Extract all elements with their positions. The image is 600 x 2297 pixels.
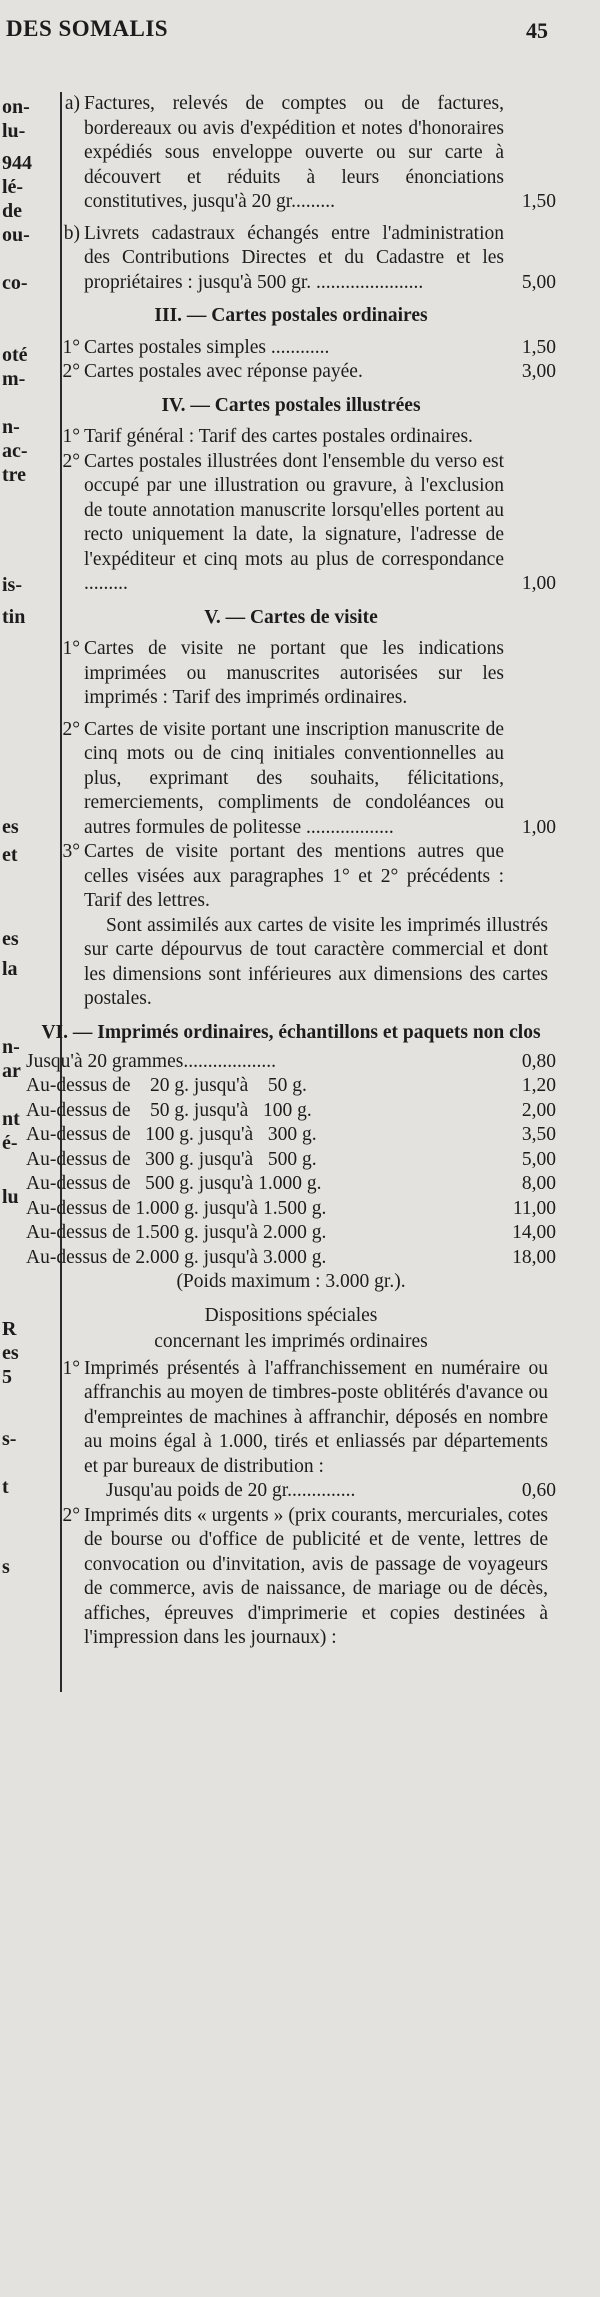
- section-heading: V. — Cartes de visite: [204, 606, 378, 628]
- item-text: Imprimés présentés à l'affranchissement en numéraire ou affranchis au moyen de timbres-poste oblitérés d'avance ou d'empreintes de machines à affranchir, déposés en nombre au moins égal à 1.000, tirés et enliassés par départements et par bureaux de distribution :: [84, 1357, 548, 1477]
- item-text: Tarif général : Tarif des cartes postales ordinaires.: [84, 426, 473, 447]
- tariff-row: [26, 1050, 556, 1075]
- margin-fragment: lu-: [2, 120, 26, 142]
- tariff-item: [26, 840, 556, 914]
- tariff-item: [26, 1357, 556, 1480]
- item-marker: 2°: [62, 450, 80, 472]
- weight-price: 1,20: [521, 1075, 556, 1096]
- item-text: Cartes de visite portant des mentions autres que celles visées aux paragraphes 1° et 2° précédents : Tarif des lettres.: [84, 841, 504, 911]
- item-text: Factures, relevés de comptes ou de factures, bordereaux ou avis d'expédition et notes d'honoraires expédiés sous enveloppe ouverte ou sur carte à découvert et réduits à leurs énonciations constitutives, jusqu'à 20 gr.........: [84, 93, 504, 212]
- tariff-item: [26, 92, 556, 215]
- margin-fragment: lu: [2, 1186, 19, 1208]
- item-marker: 1°: [62, 1357, 80, 1379]
- weight-price: 11,00: [512, 1197, 556, 1219]
- weight-range: Au-dessus de 1.500 g. jusqu'à 2.000 g.: [26, 1222, 327, 1243]
- item-text: Livrets cadastraux échangés entre l'administration des Contributions Directes et du Cadastre et les propriétaires : jusqu'à 500 gr. ......................: [84, 222, 504, 293]
- item-price: 1,00: [521, 573, 556, 594]
- margin-fragment: n-: [2, 416, 20, 438]
- tariff-row: [26, 1221, 556, 1246]
- margin-fragment: es: [2, 928, 19, 950]
- item-price: 0,60: [521, 1480, 556, 1501]
- margin-fragment: es: [2, 1342, 19, 1364]
- tariff-row: [26, 1074, 556, 1099]
- margin-fragment: la: [2, 958, 18, 980]
- margin-fragment: co-: [2, 272, 28, 294]
- tariff-item: [26, 360, 556, 385]
- margin-fragment: é-: [2, 1132, 18, 1154]
- weight-range: Au-dessus de 500 g. jusqu'à 1.000 g.: [26, 1173, 322, 1194]
- main-column: [26, 92, 556, 1651]
- tariff-row: [26, 1197, 556, 1222]
- item-text: Cartes postales illustrées dont l'ensemble du verso est occupé par une illustration ou gravure, à l'exclusion de toute annotation manuscrite lorsqu'elles portent au recto uniquement la date, la signature, l'adresse de l'expéditeur et cinq mots au plus de correspondance .........: [84, 450, 504, 594]
- item-text: Cartes de visite portant une inscription manuscrite de cinq mots ou de cinq initiales conventionnelles au plus, exprimant des souhaits, félicitations, remerciements, compliments de condoléances ou autres formules de politesse ..................: [84, 718, 504, 838]
- item-marker: 1°: [62, 336, 80, 358]
- item-text: Cartes postales simples ............: [84, 336, 330, 358]
- section-heading: VI. — Imprimés ordinaires, échantillons et paquets non clos: [41, 1021, 541, 1043]
- tariff-row: [26, 1123, 556, 1148]
- margin-fragment: n-: [2, 1036, 20, 1058]
- weight-range: Jusqu'à 20 grammes...................: [26, 1050, 276, 1072]
- page-number: 45: [526, 18, 548, 43]
- tariff-item: [26, 637, 556, 711]
- margin-fragment: on-: [2, 96, 30, 118]
- tariff-item: [26, 336, 556, 361]
- weight-range: Au-dessus de 50 g. jusqu'à 100 g.: [26, 1099, 312, 1121]
- weight-range: Au-dessus de 2.000 g. jusqu'à 3.000 g.: [26, 1246, 327, 1268]
- margin-fragment: ar: [2, 1060, 21, 1082]
- margin-fragment: lé-: [2, 176, 24, 198]
- item-marker: a): [64, 93, 80, 114]
- weight-range: Au-dessus de 20 g. jusqu'à 50 g.: [26, 1075, 307, 1096]
- item-marker: 2°: [62, 1504, 80, 1526]
- item-marker: 1°: [62, 426, 80, 447]
- tariff-item: [26, 1479, 556, 1504]
- tariff-row: [26, 1172, 556, 1197]
- item-text: Cartes postales avec réponse payée.: [84, 361, 363, 382]
- margin-fragment: tre: [2, 464, 27, 486]
- item-price: 1,50: [521, 191, 556, 212]
- margin-fragment: m-: [2, 368, 26, 390]
- margin-fragment: is-: [2, 574, 22, 596]
- weight-price: 14,00: [512, 1222, 556, 1243]
- weight-price: 2,00: [521, 1099, 556, 1121]
- tariff-item: [26, 222, 556, 296]
- margin-fragment: s-: [2, 1428, 17, 1450]
- tariff-row: [26, 1148, 556, 1173]
- weight-price: 8,00: [521, 1173, 556, 1194]
- weight-price: 3,50: [521, 1124, 556, 1145]
- item-marker: 1°: [62, 638, 80, 659]
- item-marker: 2°: [62, 718, 80, 740]
- tariff-row: [26, 1246, 556, 1271]
- margin-fragment: ou-: [2, 224, 30, 246]
- tariff-item: [26, 1504, 556, 1651]
- weight-tariff-table: [26, 1050, 556, 1271]
- item-marker: 2°: [62, 361, 80, 382]
- margin-fragment: R: [2, 1318, 17, 1340]
- item-price: 5,00: [521, 271, 556, 293]
- margin-fragment: 944: [2, 152, 32, 174]
- tariff-row: [26, 1099, 556, 1124]
- item-text: Cartes de visite ne portant que les indications imprimées ou manuscrites autorisées sur les imprimés : Tarif des imprimés ordinaires.: [84, 638, 504, 708]
- margin-fragment: t: [2, 1476, 9, 1498]
- margin-fragment: et: [2, 844, 18, 866]
- running-header: DES SOMALIS: [6, 16, 169, 41]
- item-marker: b): [63, 222, 80, 244]
- item-marker: 3°: [62, 841, 80, 862]
- tariff-item: [26, 450, 556, 597]
- weight-price: 0,80: [521, 1050, 556, 1072]
- margin-fragment: s: [2, 1556, 10, 1578]
- item-price: 3,00: [521, 361, 556, 382]
- margin-fragment: ac-: [2, 440, 28, 462]
- section-heading: IV. — Cartes postales illustrées: [161, 394, 421, 416]
- margin-fragment: es: [2, 816, 19, 838]
- item-text: Jusqu'au poids de 20 gr..............: [106, 1480, 356, 1501]
- weight-price: 5,00: [521, 1148, 556, 1170]
- weight-price: 18,00: [512, 1246, 556, 1268]
- max-weight-note: (Poids maximum : 3.000 gr.).: [176, 1271, 406, 1292]
- tariff-item: [26, 718, 556, 841]
- item-price: 1,00: [521, 816, 556, 838]
- subsection-heading: Dispositions spéciales: [204, 1304, 378, 1326]
- margin-fragment: nt: [2, 1108, 20, 1130]
- section-heading: III. — Cartes postales ordinaires: [154, 305, 428, 326]
- subsection-subtitle: concernant les imprimés ordinaires: [154, 1331, 428, 1352]
- weight-range: Au-dessus de 100 g. jusqu'à 300 g.: [26, 1124, 317, 1145]
- item-price: 1,50: [521, 336, 556, 358]
- tariff-item: [26, 425, 556, 450]
- margin-fragment: 5: [2, 1366, 12, 1388]
- item-text: Imprimés dits « urgents » (prix courants, mercuriales, cotes de bourse ou d'office de publicité et de vente, lettres de convocation ou d'invitation, avis de passage de voyageurs de commerce, avis de naissance, de mariage ou de décès, affiches, épreuves d'imprimerie et copies destinées à l'impression dans les journaux) :: [84, 1504, 548, 1648]
- margin-fragment: de: [2, 200, 22, 222]
- weight-range: Au-dessus de 300 g. jusqu'à 500 g.: [26, 1148, 317, 1170]
- weight-range: Au-dessus de 1.000 g. jusqu'à 1.500 g.: [26, 1197, 327, 1219]
- margin-fragment: tin: [2, 606, 26, 628]
- margin-fragment: oté: [2, 344, 28, 366]
- note-paragraph: Sont assimilés aux cartes de visite les imprimés illustrés sur carte dépourvus de tout caractère commercial et dont les dimensions sont inférieures aux dimensions des cartes postales.: [84, 914, 548, 1009]
